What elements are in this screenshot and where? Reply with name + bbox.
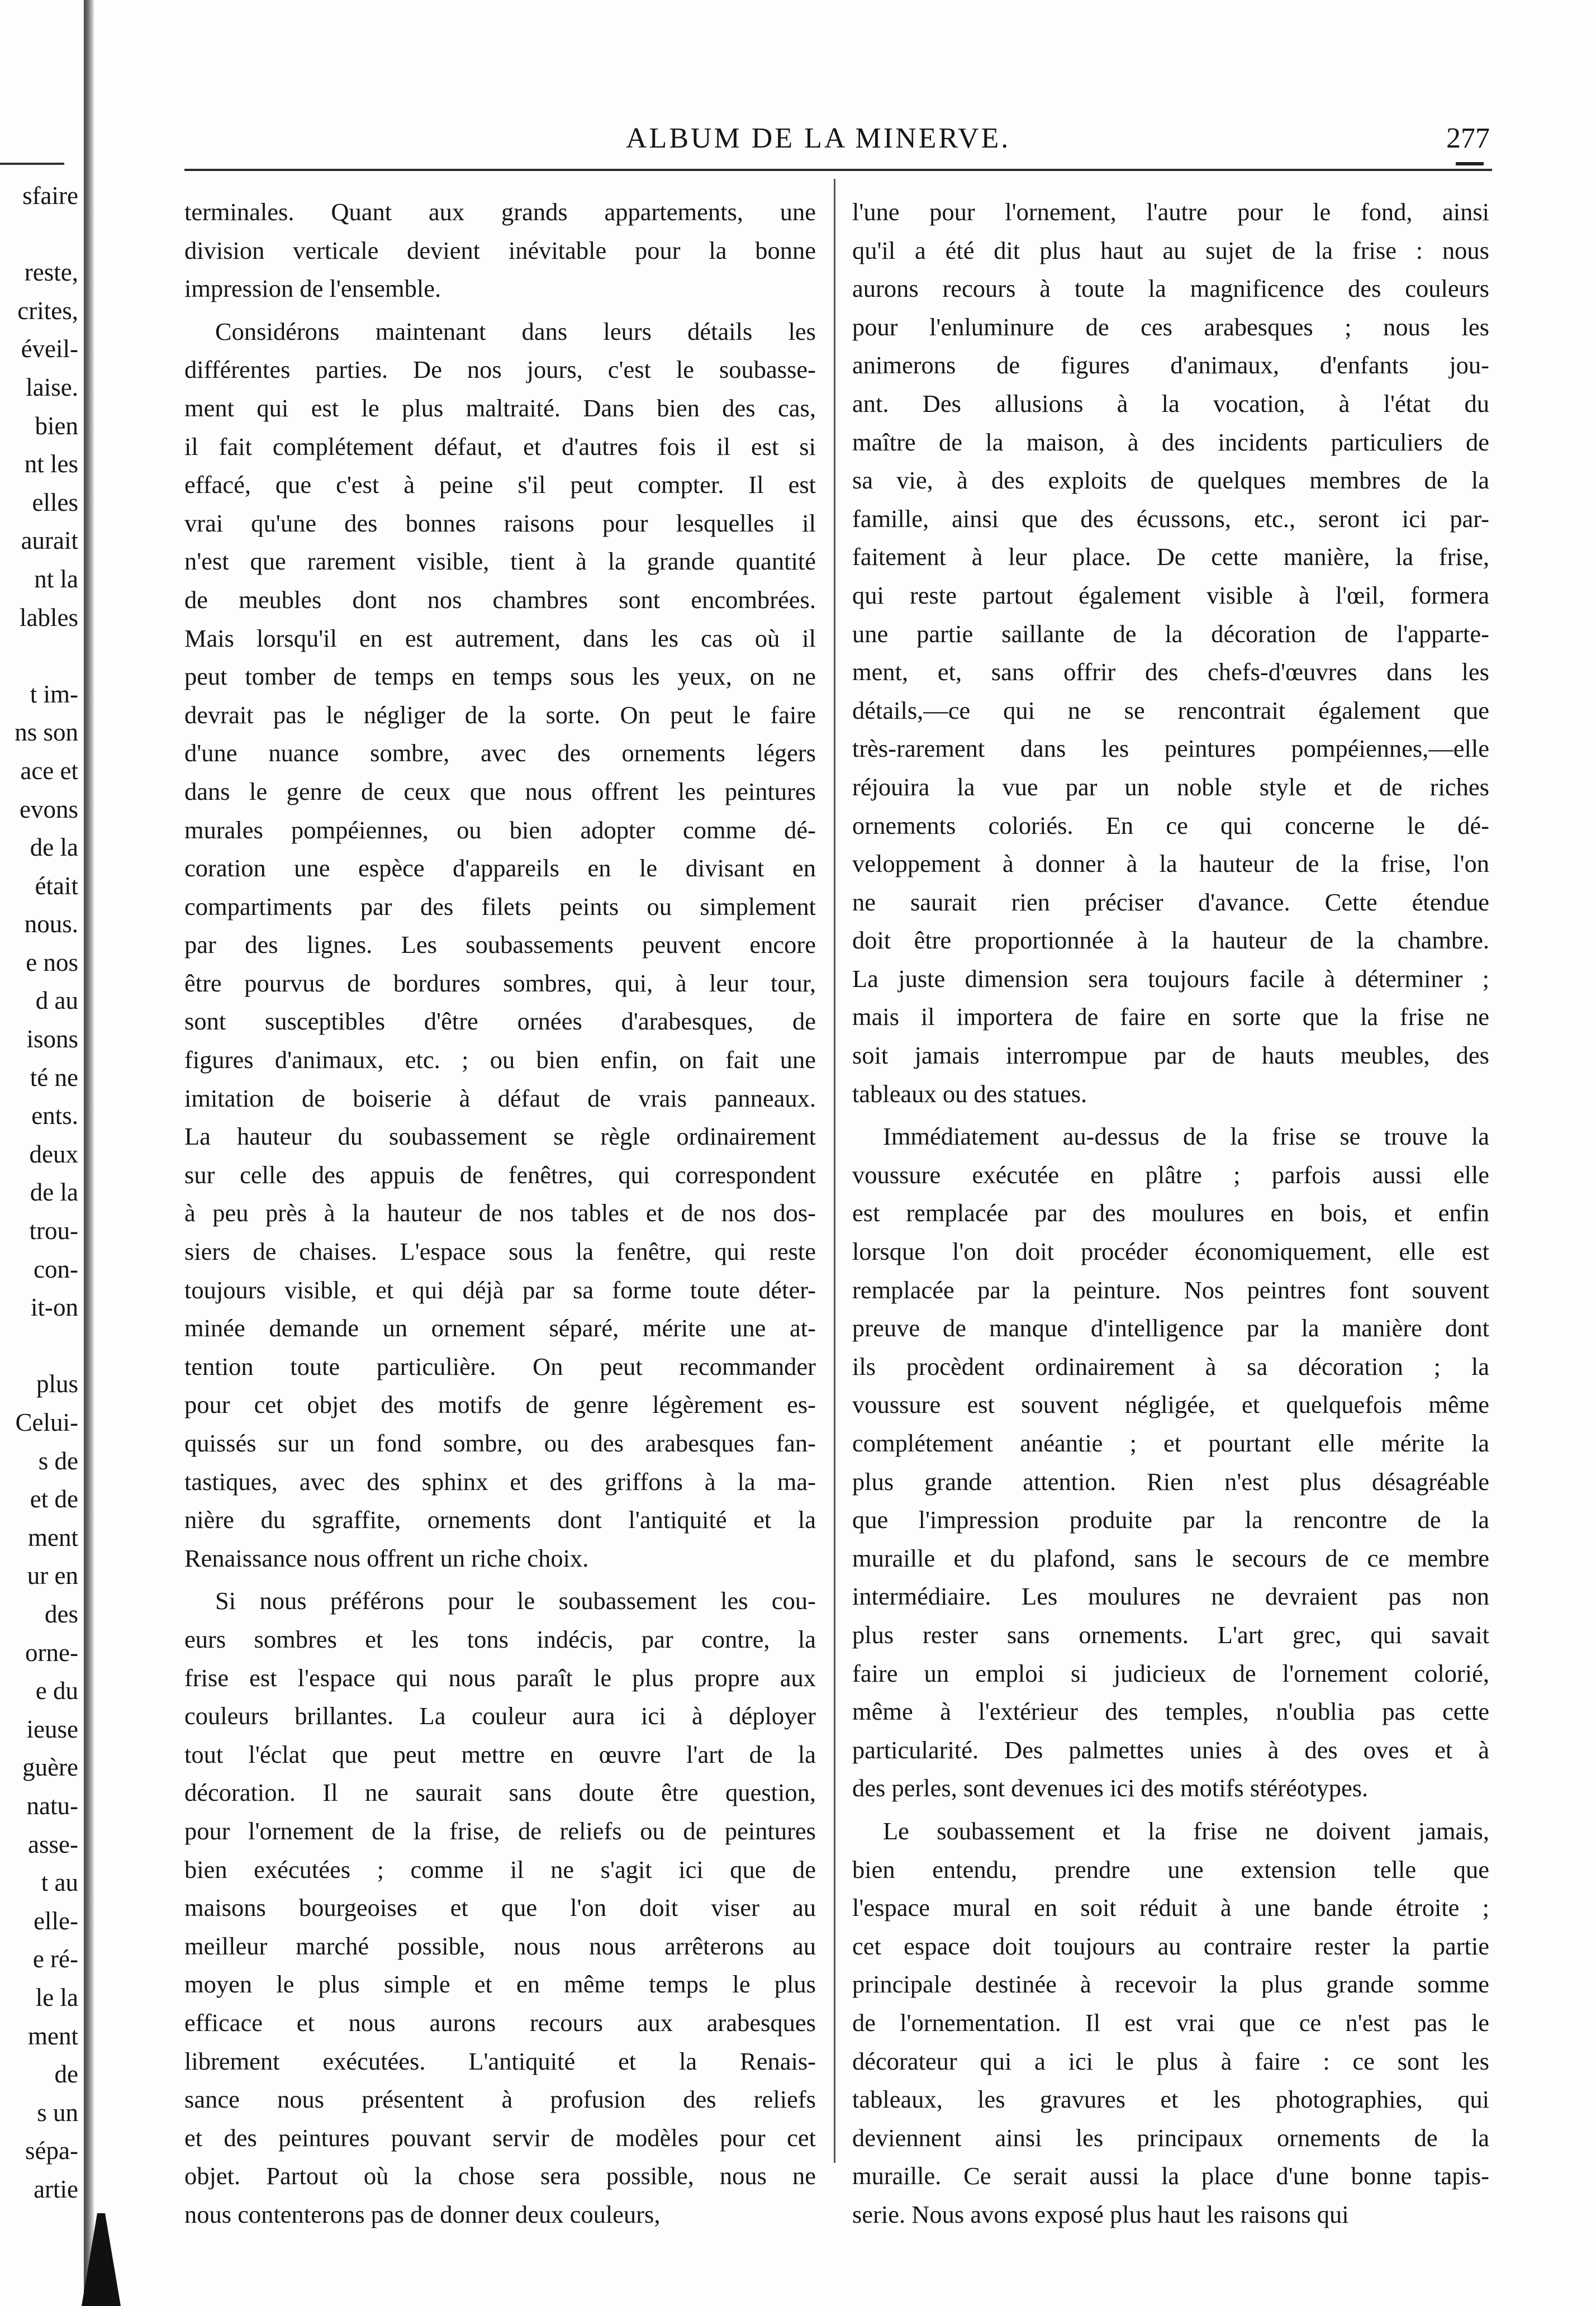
text-line: Si nous préférons pour le soubassement les cou- [215, 1587, 816, 1615]
text-line: de meubles dont nos chambres sont encombrées. [184, 585, 816, 614]
fragment-line: des [45, 1600, 78, 1628]
text-line: différentes parties. De nos jours, c'est le soubasse- [184, 355, 816, 384]
text-line: tastiques, avec des sphinx et des griffons à la ma- [184, 1467, 816, 1496]
fragment-line: bien [35, 411, 78, 440]
fragment-line: ment [28, 1523, 78, 1551]
text-line: sa vie, à des exploits de quelques membres de la [852, 466, 1489, 495]
text-line: Considérons maintenant dans leurs détails les [215, 317, 816, 345]
fragment-line: ace et [20, 756, 78, 785]
text-line: voussure exécutée en plâtre ; parfois aussi elle [852, 1160, 1489, 1189]
text-line: est remplacée par des moulures en bois, et enfin [852, 1199, 1489, 1227]
text-line: bien entendu, prendre une extension telle que [852, 1855, 1489, 1883]
fragment-line [0, 215, 78, 254]
column-divider [834, 179, 835, 2163]
fragment-line: Celui- [15, 1408, 78, 1436]
text-line: il fait complétement défaut, et d'autres fois il est si [184, 432, 816, 461]
text-line: muraille et du plafond, sans le secours de ce membre [852, 1544, 1489, 1572]
text-line: pour l'enluminure de ces arabesques ; nous les [852, 312, 1489, 341]
text-line: qui reste partout également visible à l'œil, formera [852, 581, 1489, 609]
fragment-line: éveil- [21, 335, 78, 363]
text-line: décorateur qui a ici le plus à faire : ce sont les [852, 2047, 1489, 2075]
fragment-line: ment [28, 2022, 78, 2050]
text-line: siers de chaises. L'espace sous la fenêtre, qui reste [184, 1237, 816, 1266]
fragment-line: e nos [26, 948, 78, 976]
text-line: impression de l'ensemble. [184, 274, 441, 303]
header-rule [184, 169, 1492, 171]
fragment-line: sépa- [25, 2137, 78, 2165]
fragment-line: natu- [26, 1791, 78, 1820]
fragment-line: con- [34, 1255, 78, 1283]
text-line: réjouira la vue par un noble style et de riches [852, 772, 1489, 801]
text-line: ment, et, sans offrir des chefs-d'œuvres dans les [852, 658, 1489, 686]
text-line: toujours visible, et qui déjà par sa forme toute déter- [184, 1275, 816, 1304]
fragment-line: laise. [26, 373, 78, 401]
text-line: La hauteur du soubassement se règle ordinairement [184, 1122, 816, 1151]
text-line: principale destinée à recevoir la plus grande somme [852, 1970, 1489, 1999]
paragraph-gap [852, 1807, 1489, 1812]
paragraph-gap [184, 1577, 816, 1582]
text-line: Renaissance nous offrent un riche choix. [184, 1544, 589, 1572]
text-line: aurons recours à toute la magnificence des couleurs [852, 274, 1489, 303]
fragment-line: s de [38, 1446, 78, 1475]
header-mark [1456, 162, 1484, 165]
text-line: ornements coloriés. En ce qui concerne le dé- [852, 811, 1489, 839]
text-line: quissés sur un fond sombre, ou des arabesques fan- [184, 1429, 816, 1457]
page-number: 277 [1446, 122, 1490, 154]
text-line: figures d'animaux, etc. ; ou bien enfin, on fait une [184, 1046, 816, 1074]
text-line: veloppement à donner à la hauteur de la frise, l'on [852, 850, 1489, 878]
text-line: preuve de manque d'intelligence par la manière dont [852, 1314, 1489, 1342]
right-column [852, 193, 1489, 2233]
text-line: librement exécutées. L'antiquité et la Renais- [184, 2047, 816, 2075]
text-line: des perles, sont devenues ici des motifs stéréotypes. [852, 1774, 1369, 1802]
paragraph [852, 1812, 1489, 2234]
paragraph [184, 312, 816, 1578]
text-line: dans le genre de ceux que nous offrent les peintures [184, 777, 816, 805]
text-line: compartiments par des filets peints ou simplement [184, 892, 816, 920]
text-line: faire un emploi si judicieux de l'ornement colorié, [852, 1659, 1489, 1687]
text-line: qu'il a été dit plus haut au sujet de la frise : nous [852, 236, 1489, 264]
fragment-line: crites, [17, 296, 78, 325]
text-line: murales pompéiennes, ou bien adopter comme dé- [184, 815, 816, 844]
text-line: remplacée par la peinture. Nos peintres font souvent [852, 1275, 1489, 1304]
text-line: Le soubassement et la frise ne doivent jamais, [883, 1816, 1489, 1845]
fragment-line: té ne [30, 1063, 78, 1092]
text-line: bien exécutées ; comme il ne s'agit ici que de [184, 1855, 816, 1883]
fragment-line: de la [30, 1178, 78, 1207]
fragment-line: t au [41, 1868, 78, 1897]
fragment-line: s un [37, 2098, 78, 2127]
text-line: pour cet objet des motifs de genre légèrement es- [184, 1391, 816, 1419]
text-line: moyen le plus simple et en même temps le plus [184, 1970, 816, 1999]
fragment-line: de [54, 2060, 78, 2089]
left-column [184, 193, 816, 2233]
text-line: La juste dimension sera toujours facile à déterminer ; [852, 964, 1489, 993]
fragment-line: le la [35, 1983, 78, 2011]
text-line: meilleur marché possible, nous nous arrêterons au [184, 1932, 816, 1960]
text-line: de l'ornementation. Il est vrai que ce n'est pas le [852, 2008, 1489, 2037]
text-line: tention toute particulière. On peut recommander [184, 1352, 816, 1380]
text-line: ment qui est le plus maltraité. Dans bien des cas, [184, 393, 816, 422]
fragment-line: e du [35, 1677, 78, 1705]
fragment-line: sfaire [22, 182, 78, 210]
fragment-line: nt la [34, 564, 78, 593]
text-line: cet espace doit toujours au contraire rester la partie [852, 1932, 1489, 1960]
fragment-line: it-on [31, 1293, 78, 1322]
text-line: coration une espèce d'appareils en le divisant en [184, 854, 816, 882]
fragment-line: artie [34, 2175, 78, 2203]
text-line: efficace et nous aurons recours aux arabesques [184, 2008, 816, 2037]
text-line: peut tomber de temps en temps sous les yeux, on ne [184, 662, 816, 691]
text-line: ils procèdent ordinairement à sa décoration ; la [852, 1352, 1489, 1380]
text-line: lorsque l'on doit procéder économiquement, elle est [852, 1237, 1489, 1266]
text-line: faitement à leur place. De cette manière, la frise, [852, 543, 1489, 571]
text-line: être pourvus de bordures sombres, qui, à leur tour, [184, 969, 816, 997]
text-line: plus rester sans ornements. L'art grec, qui savait [852, 1620, 1489, 1649]
fragment-line: aurait [21, 526, 78, 555]
text-line: frise est l'espace qui nous paraît le plus propre aux [184, 1663, 816, 1692]
text-line: deviennent ainsi les principaux ornements de la [852, 2123, 1489, 2152]
text-line: d'une nuance sombre, avec des ornements légers [184, 739, 816, 767]
text-line: objet. Partout où la chose sera possible, nous ne [184, 2162, 816, 2190]
fragment-line: plus [36, 1370, 78, 1398]
running-head: ALBUM DE LA MINERVE. [626, 122, 1011, 154]
text-line: pour l'ornement de la frise, de reliefs ou de peintures [184, 1816, 816, 1845]
binding-gutter [84, 0, 94, 2306]
fragment-line: lables [20, 603, 78, 632]
text-line: maisons bourgeoises et que l'on doit viser au [184, 1894, 816, 1922]
fragment-line: ns son [15, 718, 78, 747]
fragment-line [0, 637, 78, 675]
paragraph-gap [852, 1113, 1489, 1117]
fragment-line [0, 1327, 78, 1365]
text-line: vrai qu'une des bonnes raisons pour lesquelles il [184, 509, 816, 537]
text-line: complétement anéantie ; et pourtant elle mérite la [852, 1429, 1489, 1457]
fragment-line: ieuse [26, 1715, 78, 1743]
paragraph [184, 1582, 816, 2233]
text-line: que l'impression produite par la rencontre de la [852, 1506, 1489, 1534]
text-line: et des peintures pouvant servir de modèles pour cet [184, 2123, 816, 2152]
fragment-line: evons [20, 795, 78, 823]
text-line: mais il importera de faire en sorte que la frise ne [852, 1003, 1489, 1031]
text-line: par des lignes. Les soubassements peuvent encore [184, 931, 816, 959]
text-line: doit être proportionnée à la hauteur de la chambre. [852, 926, 1489, 955]
fragment-line: trou- [29, 1217, 78, 1245]
fragment-line: t im- [30, 680, 78, 708]
text-line: plus grande attention. Rien n'est plus désagréable [852, 1467, 1489, 1496]
text-line: sance nous présentent à profusion des reliefs [184, 2085, 816, 2114]
fragment-line: était [35, 871, 78, 900]
paragraph [852, 193, 1489, 1113]
text-line: animerons de figures d'animaux, d'enfants jou- [852, 351, 1489, 379]
paragraph [184, 193, 816, 308]
text-line: nous contenterons pas de donner deux couleurs, [184, 2200, 661, 2228]
text-line: ant. Des allusions à la vocation, à l'état du [852, 389, 1489, 417]
text-line: décoration. Il ne saurait sans doute être question, [184, 1778, 816, 1807]
text-line: serie. Nous avons exposé plus haut les raisons qui [852, 2200, 1349, 2228]
fragment-line: ur en [27, 1562, 78, 1590]
text-line: imitation de boiserie à défaut de vrais panneaux. [184, 1084, 816, 1112]
text-line: même à l'extérieur des temples, n'oublia pas cette [852, 1697, 1489, 1726]
text-line: eurs sombres et les tons indécis, par contre, la [184, 1625, 816, 1653]
text-line: division verticale devient inévitable pour la bonne [184, 236, 816, 264]
text-line: particularité. Des palmettes unies à des oves et à [852, 1735, 1489, 1764]
text-line: devrait pas le négliger de la sorte. On peut le faire [184, 700, 816, 729]
text-line: à peu près à la hauteur de nos tables et de nos dos- [184, 1199, 816, 1227]
text-line: sur celle des appuis de fenêtres, qui correspondent [184, 1160, 816, 1189]
text-line: Mais lorsqu'il en est autrement, dans les cas où il [184, 624, 816, 652]
text-line: très-rarement dans les peintures pompéiennes,—elle [852, 734, 1489, 763]
text-line: muraille. Ce serait aussi la place d'une bonne tapis- [852, 2162, 1489, 2190]
paragraph-gap [184, 308, 816, 312]
text-line: minée demande un ornement séparé, mérite une at- [184, 1314, 816, 1342]
fragment-line: et de [30, 1485, 78, 1513]
text-line: Immédiatement au-dessus de la frise se trouve la [883, 1122, 1489, 1151]
fragment-line: nt les [24, 450, 78, 478]
fragment-line: asse- [28, 1830, 78, 1858]
text-line: terminales. Quant aux grands appartements, une [184, 198, 816, 226]
fragment-line: orne- [25, 1638, 78, 1667]
text-line: une partie saillante de la décoration de l'apparte- [852, 619, 1489, 648]
text-line: voussure est souvent négligée, et quelquefois même [852, 1391, 1489, 1419]
fragment-line: d au [35, 986, 78, 1015]
text-line: intermédiaire. Les moulures ne devraient pas non [852, 1582, 1489, 1611]
left-page-fragment [0, 177, 78, 2208]
text-line: n'est que rarement visible, tient à la grande quantité [184, 547, 816, 576]
text-line: tableaux, les gravures et les photographies, qui [852, 2085, 1489, 2114]
fragment-line: deux [29, 1140, 78, 1168]
text-line: maître de la maison, à des incidents particuliers de [852, 428, 1489, 456]
fragment-line: elle- [34, 1906, 78, 1935]
text-line: l'espace mural en soit réduit à une bande étroite ; [852, 1894, 1489, 1922]
text-line: détails,—ce qui ne se rencontrait également que [852, 696, 1489, 724]
fragment-line: de la [30, 833, 78, 862]
text-line: effacé, que c'est à peine s'il peut compter. Il est [184, 471, 816, 499]
text-line: couleurs brillantes. La couleur aura ici à déployer [184, 1702, 816, 1730]
text-line: tout l'éclat que peut mettre en œuvre l'art de la [184, 1740, 816, 1768]
left-page-header-rule [0, 163, 64, 165]
text-line: ne saurait rien préciser d'avance. Cette étendue [852, 888, 1489, 916]
text-line: famille, ainsi que des écussons, etc., seront ici par- [852, 504, 1489, 533]
fragment-line: nous. [24, 910, 78, 938]
fragment-line: isons [26, 1025, 78, 1054]
text-line: soit jamais interrompue par de hauts meubles, des [852, 1041, 1489, 1070]
fragment-line: reste, [24, 258, 78, 287]
fragment-line: elles [32, 488, 78, 516]
text-line: sont susceptibles d'être ornées d'arabesques, de [184, 1007, 816, 1036]
text-line: l'une pour l'ornement, l'autre pour le fond, ainsi [852, 198, 1489, 226]
fragment-line: guère [22, 1753, 78, 1782]
fragment-line: e ré- [32, 1945, 78, 1973]
fragment-line: ents. [31, 1102, 78, 1130]
text-line: nière du sgraffite, ornements dont l'antiquité et la [184, 1506, 816, 1534]
text-line: tableaux ou des statues. [852, 1079, 1087, 1108]
paragraph [852, 1117, 1489, 1807]
